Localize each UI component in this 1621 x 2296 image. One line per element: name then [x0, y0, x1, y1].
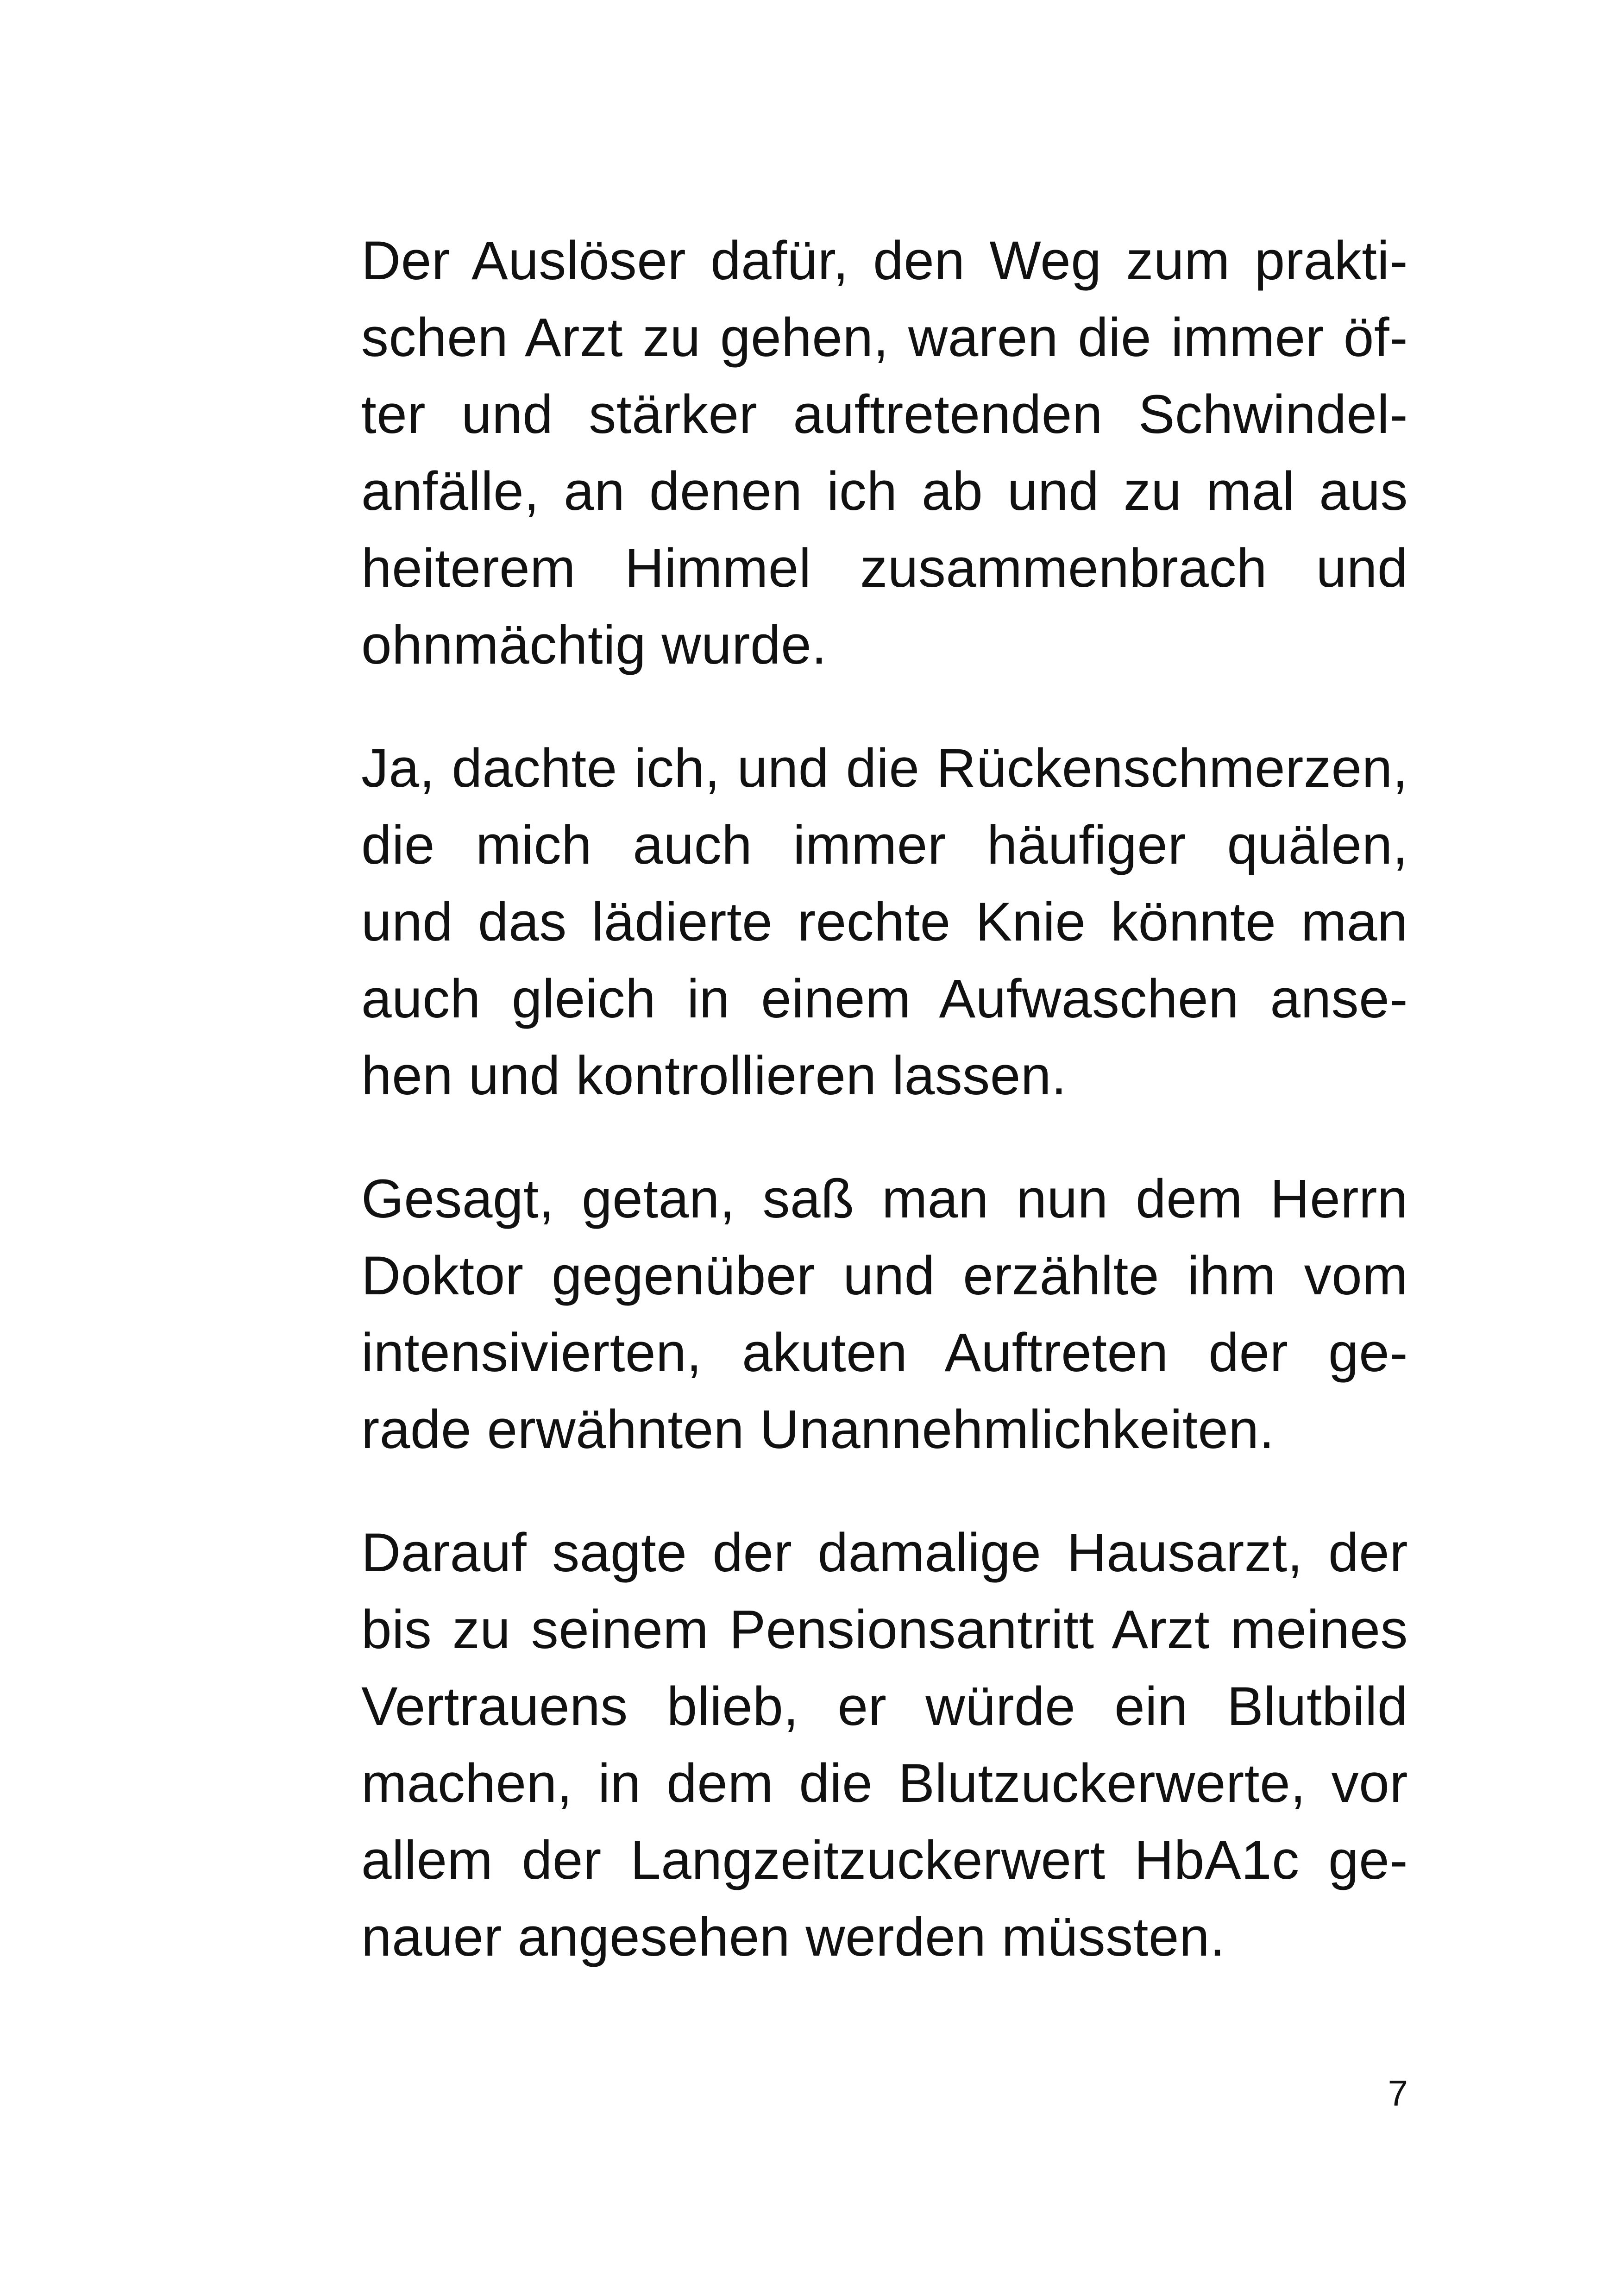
text-line: Darauf sagte der damalige Hausarzt, der	[361, 1522, 1408, 1583]
text-line: intensivierten, akuten Auftreten der ge-	[361, 1322, 1408, 1383]
paragraph-2	[361, 730, 1408, 1114]
text-line: ter und stärker auftretenden Schwindel-	[361, 384, 1408, 445]
paragraph-3	[361, 1161, 1408, 1468]
text-line: allem der Langzeitzuckerwert HbA1c ge-	[361, 1830, 1408, 1891]
page-number: 7	[1388, 2073, 1408, 2114]
body-text	[361, 222, 1408, 2022]
paragraph-4	[361, 1514, 1408, 1976]
text-line: Vertrauens blieb, er würde ein Blutbild	[361, 1676, 1408, 1737]
text-line: die mich auch immer häufiger quälen,	[361, 815, 1408, 876]
text-line: schen Arzt zu gehen, waren die immer öf-	[361, 307, 1408, 368]
text-line: ohnmächtig wurde.	[361, 615, 827, 676]
text-line: nauer angesehen werden müssten.	[361, 1907, 1225, 1968]
text-line: hen und kontrollieren lassen.	[361, 1045, 1067, 1106]
text-line: anfälle, an denen ich ab und zu mal aus	[361, 461, 1408, 522]
text-line: Gesagt, getan, saß man nun dem Herrn	[361, 1168, 1408, 1230]
text-line: bis zu seinem Pensionsantritt Arzt meines	[361, 1599, 1408, 1660]
text-line: Ja, dachte ich, und die Rückenschmerzen,	[361, 738, 1408, 799]
text-line: auch gleich in einem Aufwaschen anse-	[361, 968, 1408, 1029]
text-line: Doktor gegenüber und erzählte ihm vom	[361, 1245, 1408, 1306]
paragraph-1	[361, 222, 1408, 684]
text-line: Der Auslöser dafür, den Weg zum prakti-	[361, 230, 1408, 291]
text-line: heiterem Himmel zusammenbrach und	[361, 538, 1408, 599]
text-line: machen, in dem die Blutzuckerwerte, vor	[361, 1753, 1408, 1814]
text-line: rade erwähnten Unannehmlichkeiten.	[361, 1399, 1275, 1460]
text-line: und das lädierte rechte Knie könnte man	[361, 891, 1408, 953]
